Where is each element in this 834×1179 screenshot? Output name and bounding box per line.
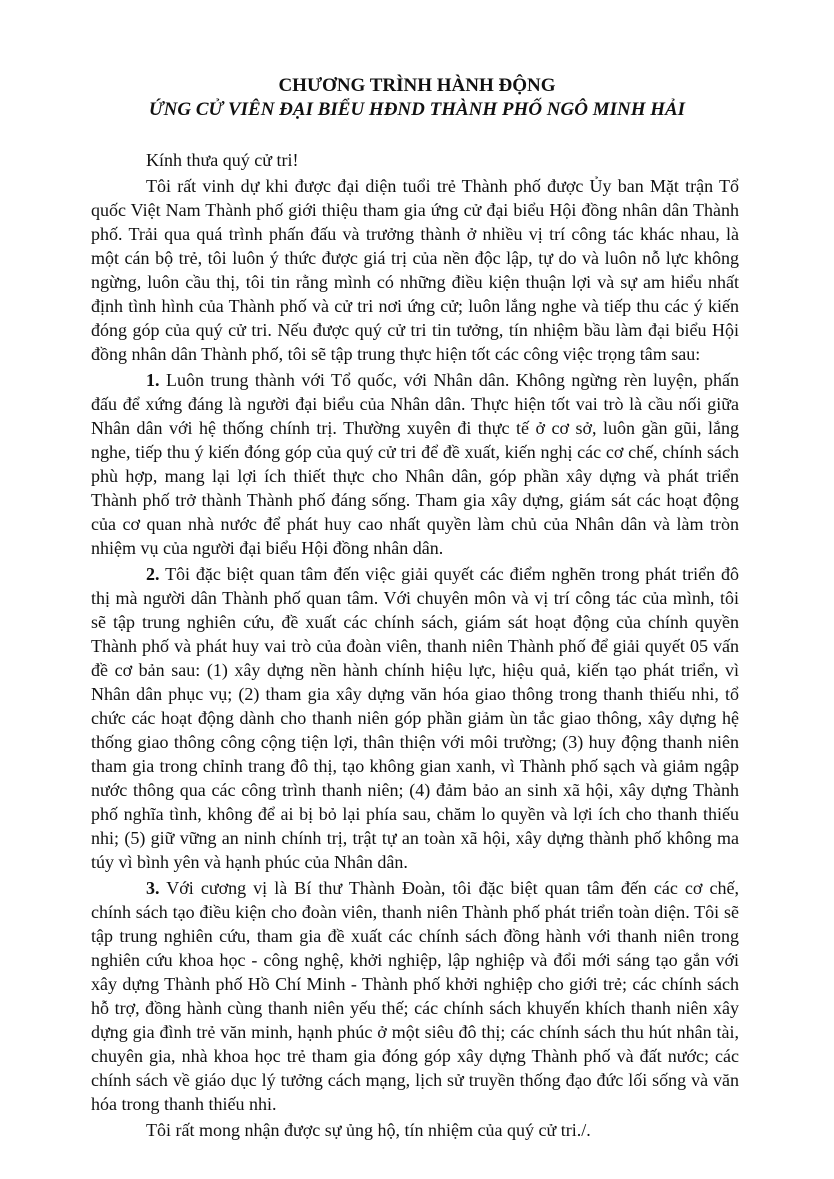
intro-paragraph [91,174,739,366]
point-1-text: Luôn trung thành với Tổ quốc, với Nhân dân. Không ngừng rèn luyện, phấn đấu để xứng đáng là người đại biểu của Nhân dân. Thực hiện tốt vai trò là cầu nối giữa Nhân dân với hệ thống chính trị. Thường xuyên đi thực tế ở cơ sở, luôn gần gũi, lắng nghe, tiếp thu ý kiến đóng góp của quý cử tri để đề xuất, kiến nghị các cơ chế, chính sách phù hợp, mang lại lợi ích thiết thực cho Nhân dân, góp phần xây dựng và phát triển Thành phố trở thành Thành phố đáng sống. Tham gia xây dựng, giám sát các hoạt động của cơ quan nhà nước để phát huy cao nhất quyền làm chủ của Nhân dân và làm tròn nhiệm vụ của người đại biểu Hội đồng nhân dân. [91,370,740,558]
greeting-paragraph [91,148,739,172]
title-line-1: CHƯƠNG TRÌNH HÀNH ĐỘNG [278,75,556,96]
point-3-paragraph [91,876,739,1116]
document-body [91,148,739,1142]
point-3-number: 3. [146,878,160,898]
intro-text: Tôi rất vinh dự khi được đại diện tuổi trẻ Thành phố được Ủy ban Mặt trận Tổ quốc Việt Nam Thành phố giới thiệu tham gia ứng cử đại biểu Hội đồng nhân dân Thành phố. Trải qua quá trình phấn đấu và trưởng thành ở nhiều vị trí công tác khác nhau, là một cán bộ trẻ, tôi luôn ý thức được giá trị của nền độc lập, tự do và luôn nỗ lực không ngừng, luôn cầu thị, tôi tin rằng mình có những điều kiện thuận lợi và sự am hiểu nhất định tình hình của Thành phố và cử tri nơi ứng cử; luôn lắng nghe và tiếp thu các ý kiến đóng góp của quý cử tri. Nếu được quý cử tri tin tưởng, tín nhiệm bầu làm đại biểu Hội đồng nhân dân Thành phố, tôi sẽ tập trung thực hiện tốt các công việc trọng tâm sau: [91,176,739,364]
title-line-2: ỨNG CỬ VIÊN ĐẠI BIỂU HĐND THÀNH PHỐ NGÔ MINH HẢI [148,99,686,120]
closing-text: Tôi rất mong nhận được sự ủng hộ, tín nhiệm của quý cử tri./. [146,1120,591,1140]
point-2-number: 2. [146,564,160,584]
point-2-text: Tôi đặc biệt quan tâm đến việc giải quyết các điểm nghẽn trong phát triển đô thị mà người dân Thành phố quan tâm. Với chuyên môn và vị trí công tác của mình, tôi sẽ tập trung nghiên cứu, đề xuất các chính sách, giám sát hoạt động của chính quyền Thành phố và phát huy vai trò của đoàn viên, thanh niên Thành phố để giải quyết 05 vấn đề cơ bản sau: (1) xây dựng nền hành chính hiệu lực, hiệu quả, kiến tạo phát triển, vì Nhân dân phục vụ; (2) tham gia xây dựng văn hóa giao thông trong thanh thiếu nhi, tổ chức các hoạt động dành cho thanh niên góp phần giảm ùn tắc giao thông, xây dựng hệ thống giao thông công cộng tiện lợi, thân thiện với môi trường; (3) huy động thanh niên tham gia trong chỉnh trang đô thị, tạo không gian xanh, vì Thành phố sạch và giảm ngập nước thông qua các công trình thanh niên; (4) đảm bảo an sinh xã hội, xây dựng Thành phố nghĩa tình, không để ai bị bỏ lại phía sau, chăm lo quyền và lợi ích cho thanh thiếu nhi; (5) giữ vững an ninh chính trị, trật tự an toàn xã hội, xây dựng thành phố không ma túy vì bình yên và hạnh phúc của Nhân dân. [91,564,739,872]
greeting-text: Kính thưa quý cử tri! [146,150,299,170]
point-2-paragraph [91,562,739,874]
point-1-number: 1. [146,370,160,390]
closing-paragraph [91,1118,739,1142]
document-title [100,74,734,122]
point-3-text: Với cương vị là Bí thư Thành Đoàn, tôi đặc biệt quan tâm đến các cơ chế, chính sách tạo điều kiện cho đoàn viên, thanh niên Thành phố phát triển toàn diện. Tôi sẽ tập trung nghiên cứu, tham gia đề xuất các chính sách đồng hành với thanh niên trong nghiên cứu khoa học - công nghệ, khởi nghiệp, lập nghiệp và đổi mới sáng tạo gắn với xây dựng Thành phố Hồ Chí Minh - Thành phố khởi nghiệp cho giới trẻ; các chính sách hỗ trợ, đồng hành cùng thanh niên yếu thế; các chính sách khuyến khích thanh niên xây dựng gia đình trẻ văn minh, hạnh phúc ở một siêu đô thị; các chính sách thu hút nhân tài, chuyên gia, nhà khoa học trẻ tham gia đóng góp xây dựng Thành phố và đất nước; các chính sách về giáo dục lý tưởng cách mạng, lịch sử truyền thống đạo đức lối sống và văn hóa trong thanh thiếu nhi. [91,878,739,1114]
point-1-paragraph [91,368,739,560]
